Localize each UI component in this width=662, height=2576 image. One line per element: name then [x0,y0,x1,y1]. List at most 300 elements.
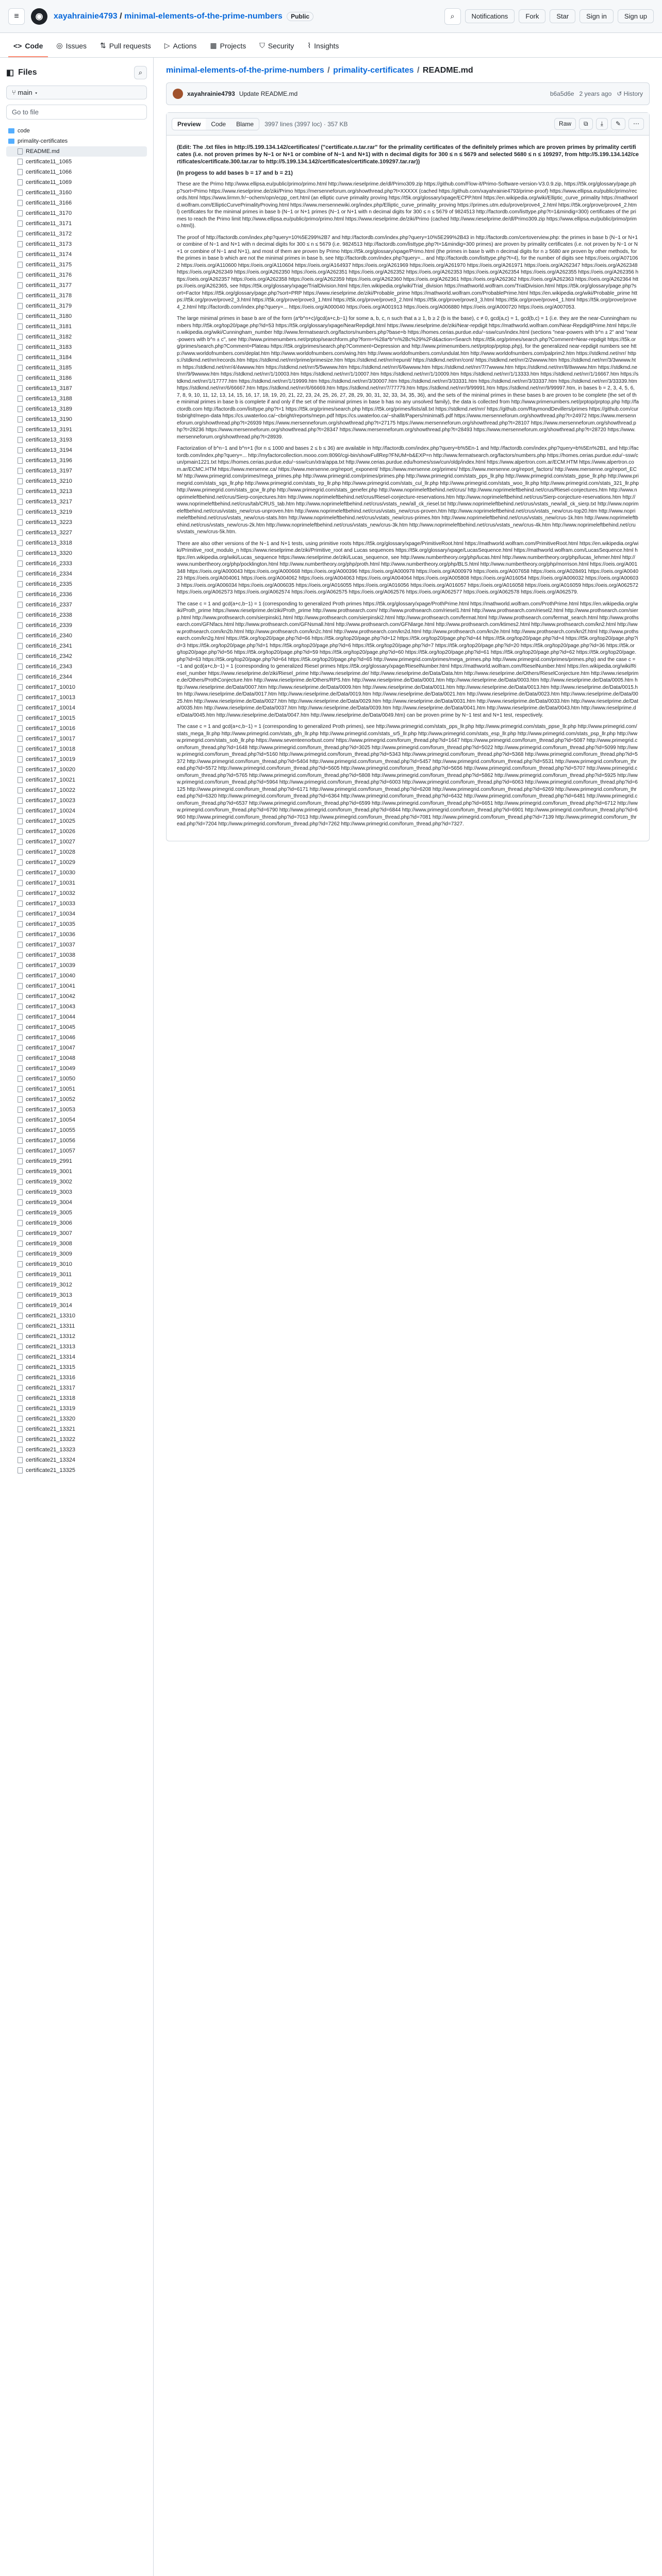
file-icon [18,488,23,495]
tree-file[interactable] [6,620,147,631]
tree-file[interactable] [6,1063,147,1074]
tree-item-label: certificate17_10039 [26,962,76,969]
file-icon [18,890,23,896]
tree-file[interactable] [6,1105,147,1115]
folder-icon [8,128,14,133]
tree-file[interactable] [6,497,147,507]
tree-file[interactable] [6,734,147,744]
tree-item-label: certificate11_3171 [26,221,72,227]
tree-file[interactable] [6,662,147,672]
file-icon [18,1405,23,1412]
file-icon [18,1179,23,1185]
tree-item-label: certificate19_3004 [26,1199,72,1206]
file-icon [18,540,23,546]
file-icon [18,715,23,721]
tree-file[interactable] [6,765,147,775]
tab-pull-requests-label: Pull requests [109,41,151,50]
raw-button[interactable]: Raw [554,118,576,130]
tree-item-label: certificate13_3223 [26,519,72,526]
sign-up-button[interactable]: Sign up [618,9,654,23]
tree-file[interactable] [6,466,147,476]
tree-file[interactable] [6,455,147,466]
tree-item-label: certificate11_3183 [26,344,72,350]
tree-file[interactable] [6,229,147,239]
page-layout [0,58,662,2576]
breadcrumb-file: README.md [422,66,473,75]
tree-item-label: certificate17_10025 [26,818,76,824]
tree-file[interactable] [6,816,147,826]
tree-file[interactable] [6,1197,147,1208]
tree-file[interactable] [6,1177,147,1187]
tree-item-label: certificate16_2337 [26,602,72,608]
file-icon [18,1375,23,1381]
file-icon [18,859,23,866]
breadcrumb-folder[interactable]: primality-certificates [333,66,414,75]
file-icon [18,571,23,577]
tree-file[interactable] [6,837,147,847]
readme-heading: (In progess to add bases b = 17 and b = 21) [177,170,293,176]
tree-item-label: certificate17_10046 [26,1035,76,1041]
tree-file[interactable] [6,888,147,899]
tree-file[interactable] [6,1455,147,1465]
tree-item-label: certificate11_3170 [26,210,72,216]
tree-file[interactable] [6,1403,147,1414]
tree-file[interactable] [6,713,147,723]
file-icon [18,1354,23,1360]
download-icon[interactable]: ⤓ [596,118,608,130]
file-icon [18,581,23,587]
tab-security-label: Security [268,41,294,50]
tree-file[interactable] [6,1445,147,1455]
tree-item-label: certificate21_13318 [26,1395,76,1401]
tree-file[interactable] [6,1372,147,1383]
edit-icon[interactable]: ✎ [611,118,625,130]
tab-actions[interactable] [159,41,202,57]
tree-file[interactable] [6,723,147,734]
file-icon [18,725,23,732]
tree-item-label: certificate17_10013 [26,694,76,701]
tree-file[interactable] [6,1032,147,1043]
tree-item-label: certificate13_3320 [26,550,72,556]
tree-file[interactable] [6,610,147,620]
tree-file[interactable] [6,981,147,991]
tree-file[interactable] [6,795,147,806]
tree-file[interactable] [6,291,147,301]
tree-item-label: README.md [26,148,60,155]
commit-hash[interactable]: b6a5d6e [550,90,574,97]
tree-folder[interactable] [6,126,147,136]
tab-code[interactable] [8,42,48,57]
star-button[interactable]: Star [550,9,575,23]
file-icon [18,818,23,824]
file-main [154,58,662,2576]
breadcrumb-repo[interactable]: minimal-elements-of-the-prime-numbers [166,66,324,75]
search-icon[interactable]: ⌕ [444,8,461,25]
tree-item-label: certificate16_2341 [26,643,72,649]
file-icon [18,1220,23,1226]
tree-file[interactable] [6,332,147,342]
tree-file[interactable] [6,1084,147,1094]
tree-item-label: certificate11_3160 [26,190,72,196]
tree-item-label: certificate19_3013 [26,1292,72,1298]
file-viewer [166,112,650,841]
menu-icon[interactable]: ≡ [8,8,25,25]
file-icon [18,1096,23,1103]
tree-item-label: certificate17_10056 [26,1138,76,1144]
owner-link[interactable]: xayahrainie4793 [54,11,118,21]
file-icon [18,190,23,196]
tree-file[interactable] [6,672,147,682]
tree-file[interactable] [6,1022,147,1032]
tree-file[interactable] [6,1094,147,1105]
tree-item-label: certificate17_10043 [26,1004,76,1010]
tree-file[interactable] [6,1012,147,1022]
tab-security[interactable] [254,41,299,57]
file-icon [18,870,23,876]
tree-file[interactable] [6,1300,147,1311]
tree-file[interactable] [6,528,147,538]
file-icon [18,1436,23,1443]
file-icon [18,1251,23,1257]
tree-item-label: certificate11_3174 [26,251,72,258]
avatar[interactable] [173,89,183,99]
tree-item-label: certificate17_10057 [26,1148,76,1154]
tree-file[interactable] [6,425,147,435]
tree-file[interactable] [6,1208,147,1218]
tree-file[interactable] [6,476,147,486]
tree-folder[interactable] [6,136,147,146]
file-icon [18,1457,23,1463]
tree-item-label: certificate17_10030 [26,870,76,876]
latest-commit-bar [166,82,650,105]
tree-item-label: certificate11_3172 [26,231,72,237]
tree-file[interactable] [6,940,147,950]
tree-file[interactable] [6,1269,147,1280]
search-files-icon[interactable]: ⌕ [134,66,147,79]
file-icon [18,828,23,835]
tree-file[interactable] [6,1249,147,1259]
tree-file[interactable] [6,373,147,383]
tab-issues[interactable] [51,41,92,57]
tree-file[interactable] [6,1228,147,1239]
file-icon [18,1065,23,1072]
tab-issues-label: Issues [65,41,87,50]
tree-file[interactable] [6,631,147,641]
tree-file[interactable] [6,404,147,414]
tree-file[interactable] [6,1311,147,1321]
history-button[interactable] [617,90,643,97]
tree-file[interactable] [6,1342,147,1352]
tree-file[interactable] [6,692,147,703]
tree-file[interactable] [6,414,147,425]
file-icon [18,1333,23,1340]
tree-file[interactable] [6,352,147,363]
file-icon [18,1076,23,1082]
tree-file[interactable] [6,311,147,321]
tree-item-label: certificate21_13311 [26,1323,75,1329]
tree-item-label: certificate11_1065 [26,159,72,165]
tree-file[interactable] [6,868,147,878]
tree-file[interactable] [6,1280,147,1290]
tree-file[interactable] [6,517,147,528]
tree-file[interactable] [6,589,147,600]
tree-item-label: certificate17_10034 [26,911,76,917]
tree-file[interactable] [6,1218,147,1228]
tree-item-label: primality-certificates [18,138,68,144]
tree-file[interactable] [6,1424,147,1434]
readme-paragraph: There are also other versions of the N−1 and N+1 tests, using primitive roots https://t5k.org/glossary/xpage/PrimitiveRoot.html https://mathworld.wolfram.com/PrimitiveRoot.html https://en.wikipedia.org/wiki/Primitive_root_modulo_n https://www.rieselprime.de/ziki/Primitive_root and Lucas sequences https://t5k.org/glossary/xpage/LucasSequence.html https://mathworld.wolfram.com/LucasSequence.html https://en.wikipedia.org/wiki/Lucas_sequence https://www.rieselprime.de/ziki/Lucas_sequence, see http://www.numbertheory.org/php/lucas.html http://www.numbertheory.org/php/lucas_lehmer.html http://www.numbertheory.org/php/pocklington.html http://www.numbertheory.org/php/proth.html http://www.numbertheory.org/php/BLS.html http://www.numbertheory.org/php/morrison.html https://oeis.org/A001348 https://oeis.org/A000043 https://oeis.org/A000668 https://oeis.org/A000396 https://oeis.org/A000978 https://oeis.org/A000979 https://oeis.org/A007658 https://oeis.org/A028491 https://oeis.org/A004023 https://oeis.org/A004061 https://oeis.org/A004062 https://oeis.org/A004063 https://oeis.org/A004064 https://oeis.org/A005808 https://oeis.org/A016054 https://oeis.org/A006032 https://oeis.org/A006033 https://oeis.org/A006034 https://oeis.org/A006035 https://oeis.org/A016055 https://oeis.org/A016056 https://oeis.org/A016057 https://oeis.org/A016058 https://oeis.org/A016059 https://oeis.org/A062572 https://oeis.org/A062573 https://oeis.org/A062574 https://oeis.org/A062575 https://oeis.org/A062576 https://oeis.org/A062577 https://oeis.org/A062578 https://oeis.org/A062579. [177,540,639,595]
file-icon [18,767,23,773]
tree-item-label: certificate11_3177 [26,282,72,289]
file-icon [18,1045,23,1051]
tree-file[interactable] [6,919,147,929]
tree-item-label: certificate17_10027 [26,839,76,845]
tree-file[interactable] [6,218,147,229]
tree-item-label: certificate11_3180 [26,313,72,319]
tree-item-label: certificate11_3185 [26,365,72,371]
tree-file[interactable] [6,754,147,765]
tree-file[interactable] [6,1393,147,1403]
github-logo-icon[interactable]: ◉ [31,8,47,25]
tree-item-label: certificate16_2340 [26,633,72,639]
tree-file[interactable] [6,208,147,218]
repo-link[interactable]: minimal-elements-of-the-prime-numbers [124,11,283,21]
tree-file[interactable] [6,1002,147,1012]
tree-file[interactable] [6,177,147,188]
tree-item-label: certificate17_10037 [26,942,76,948]
file-icon [18,643,23,649]
tree-file[interactable] [6,249,147,260]
tree-item-label: certificate13_3219 [26,509,72,515]
tree-item-label: certificate21_13317 [26,1385,76,1391]
tree-file[interactable] [6,239,147,249]
kebab-menu-icon[interactable]: ⋯ [628,118,644,130]
file-icon [18,849,23,855]
tree-file[interactable] [6,363,147,373]
tree-file[interactable] [6,785,147,795]
play-icon: ▷ [164,41,170,49]
tree-file[interactable] [6,1187,147,1197]
sidebar-collapse-icon[interactable]: ◧ [6,69,14,77]
readme-content [167,135,649,841]
pull-request-icon: ⇅ [100,41,106,49]
tree-file[interactable] [6,1239,147,1249]
tree-file[interactable] [6,394,147,404]
tree-item-label: certificate11_3176 [26,272,72,278]
preview-tab[interactable]: Preview [172,118,206,130]
tree-file[interactable] [6,342,147,352]
file-icon [18,1292,23,1298]
file-icon [18,1199,23,1206]
tree-file[interactable] [6,929,147,940]
tree-file[interactable] [6,857,147,868]
tree-file[interactable] [6,569,147,579]
tree-item-label: certificate21_13324 [26,1457,76,1463]
tree-file[interactable] [6,1362,147,1372]
tree-file[interactable] [6,806,147,816]
file-icon [18,416,23,422]
go-to-file-input[interactable]: Go to file [6,105,147,120]
tree-file[interactable] [6,971,147,981]
tree-file[interactable] [6,1290,147,1300]
tree-file[interactable] [6,641,147,651]
tree-file[interactable] [6,1331,147,1342]
tree-file[interactable] [6,1352,147,1362]
tree-item-label: certificate13_3196 [26,457,72,464]
tree-file[interactable] [6,270,147,280]
tree-file[interactable] [6,1074,147,1084]
tab-insights[interactable] [302,41,344,57]
file-icon [18,746,23,752]
sign-in-button[interactable]: Sign in [580,9,614,23]
tree-item-label: certificate11_3186 [26,375,72,381]
tree-item-label: certificate13_3191 [26,427,72,433]
tree-file[interactable] [6,301,147,311]
tree-file[interactable] [6,435,147,445]
tree-file[interactable] [6,146,147,157]
tree-file[interactable] [6,950,147,960]
commit-author[interactable]: xayahrainie4793 [187,90,235,97]
tree-item-label: certificate11_1069 [26,179,72,185]
tree-item-label: certificate19_3007 [26,1230,72,1236]
tree-file[interactable] [6,991,147,1002]
tree-item-label: certificate21_13325 [26,1467,76,1473]
tab-pull-requests[interactable] [95,41,156,57]
tree-file[interactable] [6,826,147,837]
tree-file[interactable] [6,198,147,208]
header-actions [444,8,654,25]
branch-selector[interactable] [6,86,147,99]
tree-item-label: certificate17_10049 [26,1065,76,1072]
visibility-badge: Public [287,12,313,21]
copy-icon[interactable]: ⧉ [579,118,593,130]
file-icon [18,962,23,969]
tree-item-label: certificate17_10041 [26,983,76,989]
file-icon [18,602,23,608]
file-meta: 3997 lines (3997 loc) · 357 KB [264,120,348,128]
tree-file[interactable] [6,280,147,291]
tree-file[interactable] [6,1115,147,1125]
tree-item-label: certificate16_2338 [26,612,72,618]
file-icon [18,427,23,433]
tree-file[interactable] [6,960,147,971]
tree-file[interactable] [6,847,147,857]
tree-file[interactable] [6,486,147,497]
tree-file[interactable] [6,383,147,394]
tree-file[interactable] [6,1053,147,1063]
tree-item-label: certificate13_3193 [26,437,72,443]
tree-file[interactable] [6,651,147,662]
tree-file[interactable] [6,878,147,888]
tree-file[interactable] [6,1383,147,1393]
file-icon [18,396,23,402]
file-icon [18,901,23,907]
tree-file[interactable] [6,775,147,785]
tree-file[interactable] [6,1166,147,1177]
tree-file[interactable] [6,157,147,167]
tree-file[interactable] [6,1259,147,1269]
tree-item-label: code [18,128,30,134]
tree-file[interactable] [6,899,147,909]
tree-file[interactable] [6,321,147,332]
tree-file[interactable] [6,507,147,517]
tree-item-label: certificate19_3012 [26,1282,72,1288]
tree-file[interactable] [6,1321,147,1331]
file-icon [18,509,23,515]
tab-projects[interactable] [205,41,251,57]
file-icon [18,447,23,453]
tree-file[interactable] [6,744,147,754]
fork-button[interactable]: Fork [519,9,545,23]
file-icon [18,385,23,392]
breadcrumb-separator: / [325,66,333,75]
tree-file[interactable] [6,167,147,177]
file-icon [18,262,23,268]
tree-file[interactable] [6,1125,147,1136]
tree-file[interactable] [6,703,147,713]
tree-item-label: certificate17_10028 [26,849,76,855]
tree-file[interactable] [6,909,147,919]
sidebar-title-label: Files [18,68,37,77]
tab-insights-label: Insights [314,41,339,50]
tree-item-label: certificate17_10036 [26,931,76,938]
repo-title [54,12,313,21]
tree-item-label: certificate17_10032 [26,890,76,896]
tree-file[interactable] [6,1156,147,1166]
tree-item-label: certificate17_10054 [26,1117,76,1123]
tree-file[interactable] [6,1043,147,1053]
tree-file[interactable] [6,682,147,692]
file-icon [18,437,23,443]
tree-item-label: certificate17_10053 [26,1107,76,1113]
tree-item-label: certificate21_13315 [26,1364,76,1370]
tree-file[interactable] [6,538,147,548]
file-icon [18,210,23,216]
code-tab[interactable]: Code [206,118,231,130]
tree-file[interactable] [6,1434,147,1445]
file-icon [18,993,23,999]
tree-file[interactable] [6,1414,147,1424]
tree-file[interactable] [6,1136,147,1146]
tree-file[interactable] [6,558,147,569]
file-icon [18,179,23,185]
file-icon [18,1024,23,1030]
file-icon [18,530,23,536]
tree-file[interactable] [6,188,147,198]
notifications-button[interactable]: Notifications [465,9,515,23]
tree-file[interactable] [6,445,147,455]
tree-file[interactable] [6,1465,147,1476]
tree-file[interactable] [6,260,147,270]
file-icon [18,200,23,206]
tree-item-label: certificate19_3002 [26,1179,72,1185]
blame-tab[interactable]: Blame [231,118,259,130]
file-icon [18,303,23,309]
commit-message[interactable]: Update README.md [239,90,298,97]
tree-item-label: certificate17_10038 [26,952,76,958]
tree-item-label: certificate17_10015 [26,715,76,721]
tree-file[interactable] [6,600,147,610]
tree-item-label: certificate21_13310 [26,1313,76,1319]
file-icon [18,1385,23,1391]
tree-file[interactable] [6,579,147,589]
file-icon [18,911,23,917]
tree-file[interactable] [6,1146,147,1156]
tree-file[interactable] [6,548,147,558]
global-header [0,0,662,33]
file-icon [18,921,23,927]
tree-item-label: certificate21_13320 [26,1416,76,1422]
